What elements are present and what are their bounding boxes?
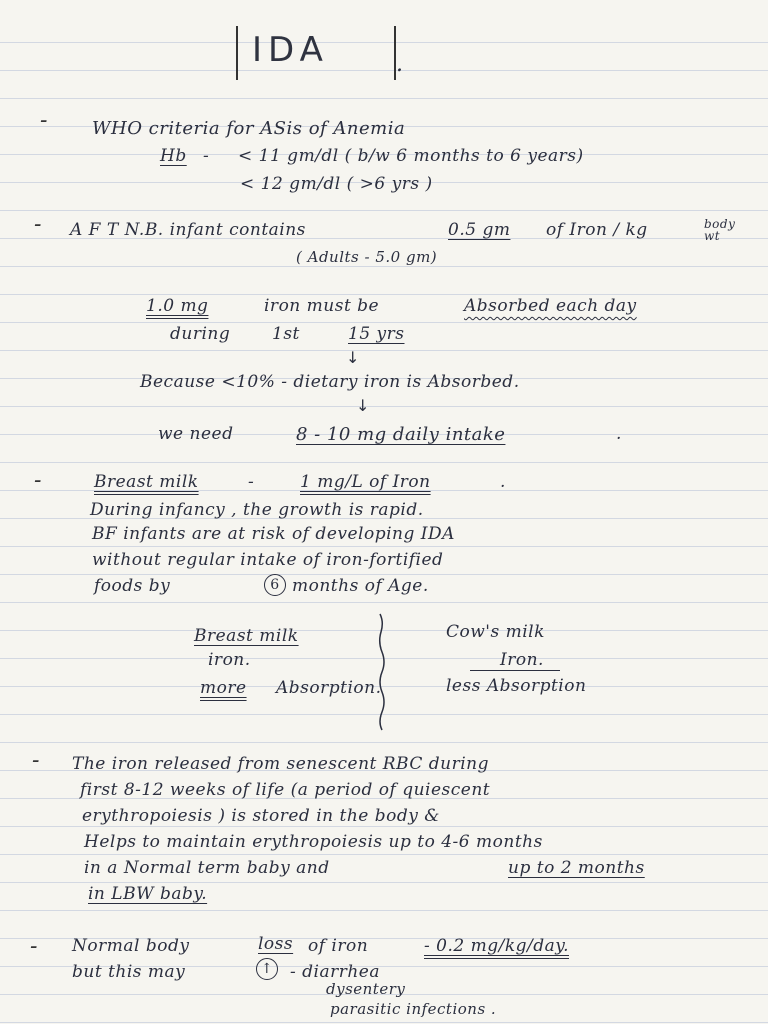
infancy-growth-line: During infancy , the growth is rapid. — [90, 500, 424, 520]
hb-criterion-older: < 12 gm/dl ( >6 yrs ) — [240, 174, 433, 194]
up-arrow-icon: ↑ — [256, 958, 278, 980]
compare-more: more — [200, 678, 247, 698]
iron-loss-increase: but this may — [72, 962, 186, 982]
brace-divider — [378, 612, 388, 732]
title-dot: . — [396, 52, 403, 77]
bf-risk-line: BF infants are at risk of developing IDA — [92, 524, 455, 544]
first-label: 1st — [272, 324, 300, 344]
iron-loss-word: loss — [258, 934, 294, 954]
iron-store-unit: of Iron / kg — [546, 220, 648, 240]
senescent-line-3: erythropoiesis ) is stored in the body & — [82, 806, 440, 826]
fortified-line: without regular intake of iron-fortified — [92, 550, 444, 570]
bullet-iron-loss: - — [30, 934, 38, 959]
six-months-circled — [264, 574, 286, 596]
increase-arrow-circled — [256, 958, 278, 980]
hb-criterion-child: < 11 gm/dl ( b/w 6 months to 6 years) — [238, 146, 584, 166]
bullet-senescent: - — [32, 748, 40, 773]
down-arrow-icon-2: ↓ — [356, 396, 370, 415]
senescent-line-2: first 8-12 weeks of life (a period of quiescent — [80, 780, 491, 800]
age-line-end: months of Age. — [292, 576, 429, 596]
senescent-line-5: in a Normal term baby and — [84, 858, 330, 878]
need-label: we need — [158, 424, 234, 444]
who-criteria-line: WHO criteria for ASis of Anemia — [92, 118, 406, 139]
absorb-each-day: Absorbed each day — [464, 296, 637, 316]
senescent-two-months: up to 2 months — [508, 858, 645, 878]
compare-breast-iron: iron. — [208, 650, 251, 670]
breast-milk-dash: - — [248, 472, 255, 492]
absorb-amount: 1.0 mg — [146, 296, 209, 316]
bullet-who: - — [40, 108, 48, 133]
breast-milk-iron: 1 mg/L of Iron — [300, 472, 431, 492]
bullet-breast-milk: - — [34, 468, 42, 493]
iron-loss-rate: - 0.2 mg/kg/day. — [424, 936, 569, 956]
bullet-iron-store: - — [34, 212, 42, 237]
daily-intake: 8 - 10 mg daily intake — [296, 424, 506, 445]
compare-breast-milk: Breast milk — [194, 626, 299, 646]
hb-dash: - — [203, 146, 210, 166]
compare-cows-iron: Iron. — [500, 650, 544, 670]
daily-intake-period: . — [616, 424, 622, 444]
iron-loss-label: Normal body — [72, 936, 190, 956]
age-line-start: foods by — [94, 576, 171, 596]
compare-less-absorption: less Absorption — [446, 676, 587, 696]
because-line: Because <10% - dietary iron is Absorbed. — [140, 372, 520, 392]
adult-iron-store: ( Adults - 5.0 gm) — [296, 248, 438, 266]
iron-store-line: A F T N.B. infant contains — [70, 220, 306, 240]
down-arrow-icon: ↓ — [346, 348, 360, 367]
page-title: IDA — [252, 30, 329, 70]
during-label: during — [170, 324, 231, 344]
compare-more-absorption: Absorption. — [276, 678, 382, 698]
circled-six: 6 — [264, 574, 286, 596]
years-label: 15 yrs — [348, 324, 405, 344]
breast-milk-period: . — [500, 472, 506, 492]
underline-cows-iron — [470, 670, 560, 671]
cause-parasitic: parasitic infections . — [330, 1000, 497, 1018]
compare-cows-milk: Cow's milk — [446, 622, 545, 642]
hb-label: Hb — [160, 146, 187, 166]
senescent-line-4: Helps to maintain erythropoiesis up to 4-6 months — [84, 832, 543, 852]
cause-dysentery: dysentery — [326, 980, 406, 998]
iron-loss-of-iron: of iron — [308, 936, 369, 956]
senescent-line-1: The iron released from senescent RBC during — [72, 754, 489, 774]
breast-milk-label: Breast milk — [94, 472, 199, 492]
absorb-text: iron must be — [264, 296, 380, 316]
cause-diarrhea: - diarrhea — [290, 962, 380, 982]
body-weight-note: body wt — [704, 217, 736, 243]
senescent-lbw: in LBW baby. — [88, 884, 208, 904]
iron-store-amount: 0.5 gm — [448, 220, 511, 240]
